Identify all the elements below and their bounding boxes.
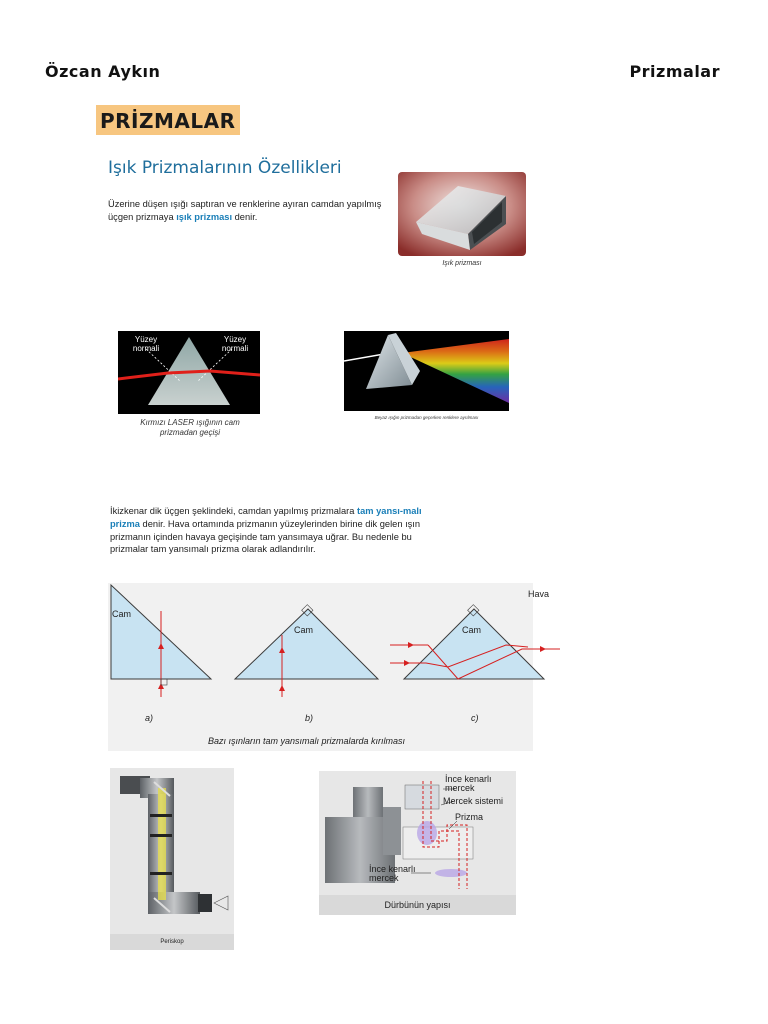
periscope-caption: Periskop [110,934,234,950]
periscope-figure [110,768,234,950]
spectrum-caption: Beyaz ışığın prizmadan geçerken renklere ayrılması [374,415,479,420]
label-lens-top: İnce kenarlı mercek [445,774,492,793]
binocular-caption: Dürbünün yapısı [319,895,516,915]
author-name: Özcan Aykın [45,62,161,81]
label-prism: Prizma [455,812,484,822]
glass-label-b: Cam [294,625,314,635]
label-lens-bottom: İnce kenarlı mercek [369,864,416,883]
label-b: b) [305,713,314,723]
label-a: a) [145,713,154,723]
prism-photo-caption: Işık prizması [442,260,482,267]
surface-normal-right-label: Yüzey normali [221,335,249,353]
page-title: PRİZMALAR [96,105,240,135]
laser-prism-figure [118,331,260,414]
laser-caption: Kırmızı LASER ışığının cam prizmadan geçişi [140,418,240,437]
binocular-figure [319,771,516,915]
glass-label-c: Cam [462,625,482,635]
tir-paragraph: İkizkenar dik üçgen şeklindeki, camdan yapılmış prizmalara tam yansı-malı prizma denir. Hava ortamında prizmanın yüzeylerinden birine dik gelen ışın prizmanın içinden havaya geçişinde tam yansımaya uğrar. Bu nedenle bu prizmalar tam yansımalı prizma olarak adlandırılır. [110,506,422,555]
tir-figure [108,583,563,751]
intro-paragraph: Üzerine düşen ışığı saptıran ve renklerine ayıran camdan yapılmış üçgen prizmaya ışık prizması denir. [108,199,382,222]
prism-photo [398,172,526,256]
topic-name: Prizmalar [629,62,720,81]
spectrum-figure [344,331,509,411]
surface-normal-left-label: Yüzey normali [132,335,160,353]
term-isik-prizmasi: ışık prizması [176,211,233,222]
label-c: c) [471,713,479,723]
label-lens-system: Mercek sistemi [443,796,504,806]
air-label: Hava [528,589,550,599]
glass-label-a: Cam [112,609,132,619]
term-tam-yansimali-prizma: tam yansı-malı prizma [110,506,422,529]
section-heading: Işık Prizmalarının Özellikleri [108,158,342,178]
tir-caption: Bazı ışınların tam yansımalı prizmalarda kırılması [208,736,406,746]
